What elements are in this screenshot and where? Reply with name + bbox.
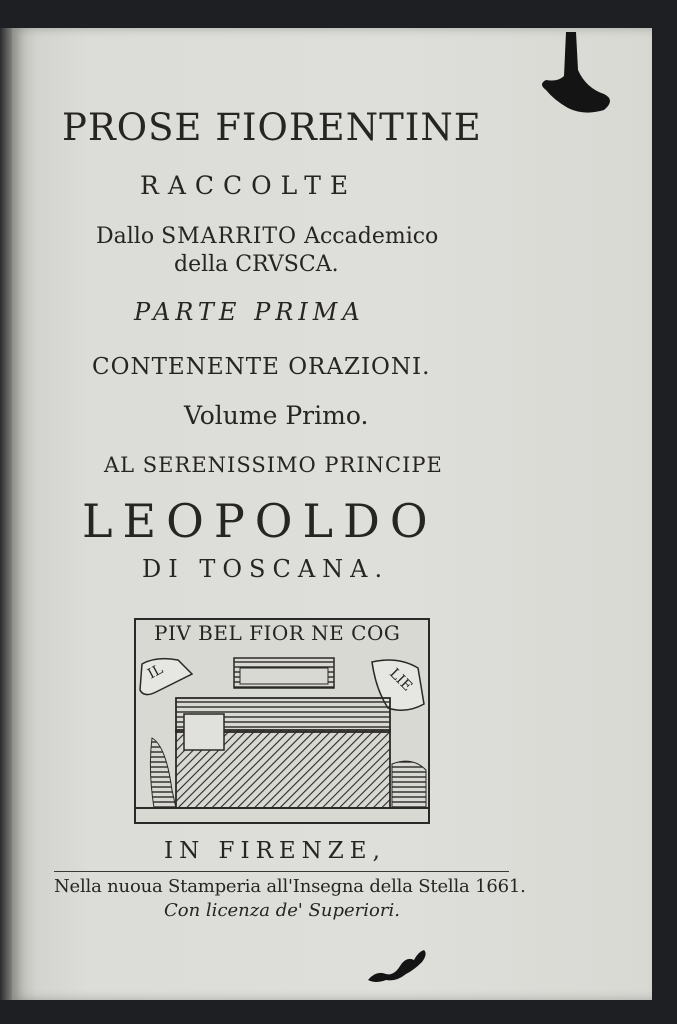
dedication-line: AL SERENISSIMO PRINCIPE [104,453,443,477]
dedicatee-title: DI TOSCANA. [142,555,390,583]
title-page [12,28,652,1000]
title-line-della-crusca [174,252,339,277]
imprint-license: Con licenza de' Superiori. [164,900,400,921]
emblem-motto: PIV BEL FIOR NE COG [154,621,401,645]
emblem-ribbon-left: IL [145,661,166,683]
text-accademico: Accademico [297,224,439,249]
imprint-city: IN FIRENZE, [164,838,386,864]
text-della: della [174,252,236,277]
title-line-raccolte: RACCOLTE [140,171,358,200]
title-line-dallo-smarrito [96,224,438,249]
title-line-contenente-orazioni: CONTENENTE ORAZIONI. [92,354,431,380]
imprint-rule [54,871,509,872]
printers-device-emblem [134,618,430,824]
ink-blot-top-right [524,30,614,120]
sieve-chest-illustration [136,620,428,822]
imprint-printer: Nella nuoua Stamperia all'Insegna della Stella 1661. [54,876,526,897]
text-smarrito: SMARRITO [161,224,298,249]
title-line-volume-primo: Volume Primo. [184,401,369,430]
title-line-prose-fiorentine: PROSE FIORENTINE [62,106,482,149]
ink-mark-bottom [364,946,434,986]
text-crusca: CRVSCA. [235,252,339,277]
title-line-parte-prima: PARTE PRIMA [134,298,365,326]
text-dallo: Dallo [96,224,162,249]
emblem-ribbon-right: LIE [386,665,416,695]
dedicatee-name: LEOPOLDO [82,494,438,548]
